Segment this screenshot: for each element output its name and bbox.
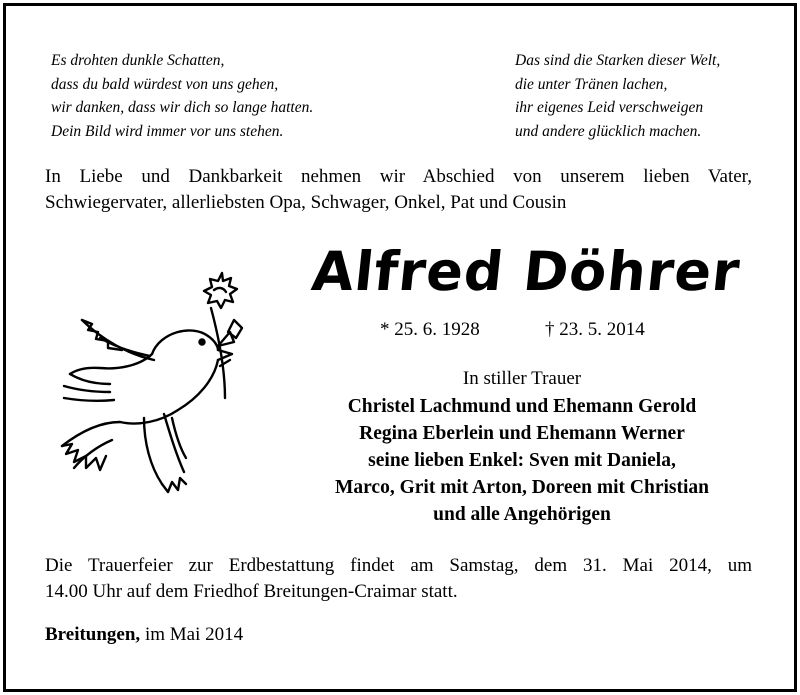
- mourning-heading: In stiller Trauer: [462, 368, 582, 389]
- poem-right-line: Das sind die Starken dieser Welt,: [515, 52, 721, 69]
- poem-left-line: dass du bald würdest von uns gehen,: [51, 75, 279, 93]
- intro-text: [45, 164, 752, 215]
- mourner-line: und alle Angehörigen: [433, 504, 611, 525]
- mourner-line: Christel Lachmund und Ehemann Gerold: [347, 396, 697, 417]
- deceased-name: Alfred Döhrer: [308, 240, 744, 303]
- poem-left-line: Dein Bild wird immer vor uns stehen.: [51, 122, 284, 140]
- place-and-date: [45, 624, 243, 646]
- poem-left-line: Es drohten dunkle Schatten,: [51, 52, 225, 69]
- mourners-block: [291, 365, 753, 528]
- ceremony-text: [45, 553, 752, 604]
- intro-line: In Liebe und Dankbarkeit nehmen wir Abschied von unserem lieben Vater,: [45, 166, 752, 187]
- birth-date: * 25. 6. 1928: [380, 319, 480, 340]
- mourner-line: seine lieben Enkel: Sven mit Daniela,: [368, 450, 676, 471]
- poem-left: [51, 49, 313, 143]
- mourner-line: Regina Eberlein und Ehemann Werner: [359, 423, 685, 444]
- poem-right-line: und andere glücklich machen.: [515, 122, 702, 140]
- ceremony-line: 14.00 Uhr auf dem Friedhof Breitungen-Craimar statt.: [45, 580, 458, 602]
- place-date: im Mai 2014: [140, 624, 244, 645]
- place-name: Breitungen,: [45, 624, 141, 645]
- ceremony-line: Die Trauerfeier zur Erdbestattung findet am Samstag, dem 31. Mai 2014, um: [45, 555, 752, 576]
- poem-left-line: wir danken, dass wir dich so lange hatten.: [51, 99, 314, 116]
- dove-with-rose-icon: [44, 268, 244, 518]
- intro-line: Schwiegervater, allerliebsten Opa, Schwager, Onkel, Pat und Cousin: [45, 191, 567, 213]
- poem-right-line: die unter Tränen lachen,: [515, 75, 668, 93]
- poem-right: [515, 49, 720, 143]
- poem-right-line: ihr eigenes Leid verschweigen: [515, 99, 704, 116]
- death-date: † 23. 5. 2014: [545, 319, 645, 340]
- mourner-line: Marco, Grit mit Arton, Doreen mit Christian: [334, 477, 710, 498]
